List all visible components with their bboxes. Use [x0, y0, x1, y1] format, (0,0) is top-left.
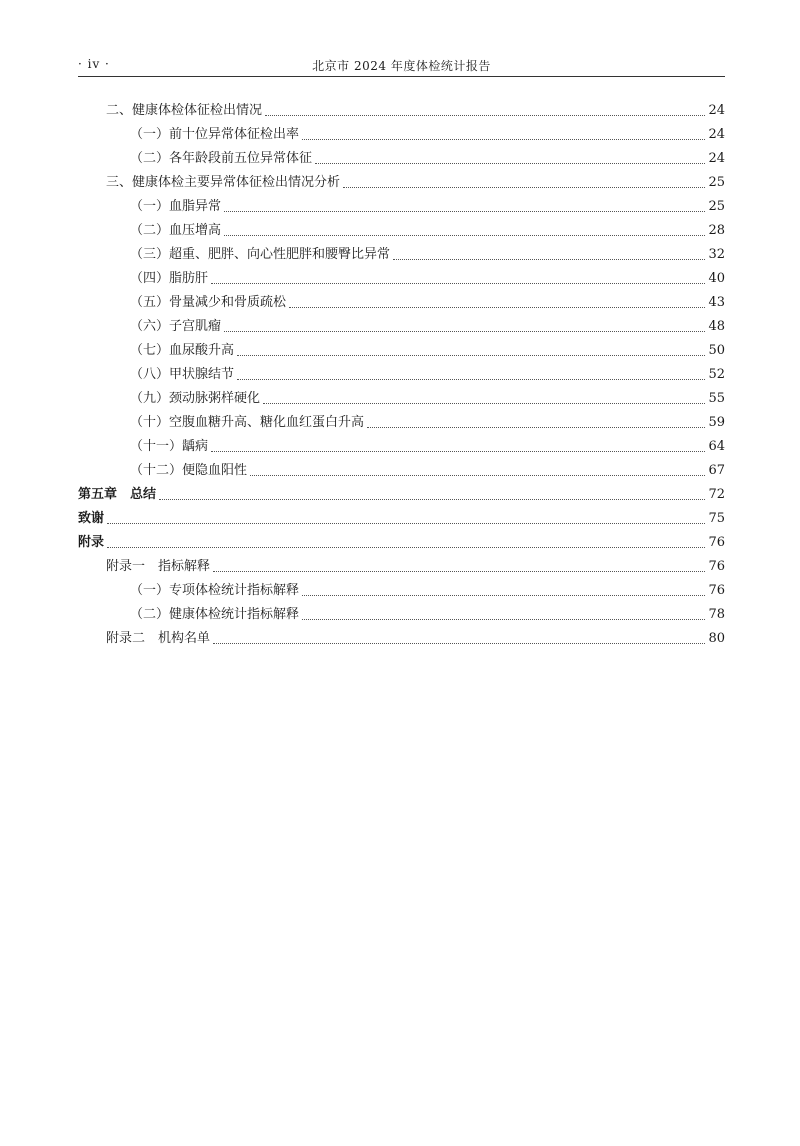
toc-entry[interactable] — [78, 409, 725, 433]
dot-leader — [302, 618, 705, 620]
toc-entry-page-number: 52 — [708, 367, 725, 382]
dot-leader — [289, 306, 705, 308]
toc-entry[interactable] — [78, 601, 725, 625]
toc-entry-label: 附录一 指标解释 — [106, 559, 211, 574]
dot-leader — [302, 138, 705, 140]
dot-leader — [343, 186, 705, 188]
dot-leader — [237, 354, 705, 356]
toc-entry[interactable] — [78, 265, 725, 289]
toc-entry-label: 附录 — [78, 535, 105, 550]
toc-entry[interactable] — [78, 217, 725, 241]
toc-entry-page-number: 78 — [708, 607, 725, 622]
dot-leader — [367, 426, 705, 428]
toc-entry-page-number: 28 — [708, 223, 725, 238]
running-header — [78, 52, 725, 77]
toc-entry[interactable] — [78, 553, 725, 577]
toc-entry-page-number: 25 — [708, 175, 725, 190]
toc-entry-label: （十一）龋病 — [130, 439, 209, 454]
toc-entry-label: 第五章 总结 — [78, 487, 157, 502]
dot-leader — [393, 258, 705, 260]
toc-entry[interactable] — [78, 337, 725, 361]
toc-entry-label: （六）子宫肌瘤 — [130, 319, 222, 334]
toc-entry-page-number: 67 — [708, 463, 725, 478]
toc-entry-page-number: 76 — [708, 559, 725, 574]
dot-leader — [237, 378, 705, 380]
toc-entry[interactable] — [78, 433, 725, 457]
toc-entry-label: （一）专项体检统计指标解释 — [130, 583, 300, 598]
dot-leader — [224, 234, 705, 236]
toc-entry-page-number: 72 — [708, 487, 725, 502]
toc-entry-label: （十）空腹血糖升高、糖化血红蛋白升高 — [130, 415, 365, 430]
toc-entry-page-number: 43 — [708, 295, 725, 310]
toc-entry-page-number: 40 — [708, 271, 725, 286]
dot-leader — [224, 330, 705, 332]
toc-entry-label: 致谢 — [78, 511, 105, 526]
toc-entry-label: （二）各年龄段前五位异常体征 — [130, 151, 313, 166]
toc-entry[interactable] — [78, 457, 725, 481]
toc-entry-page-number: 59 — [708, 415, 725, 430]
dot-leader — [107, 522, 705, 524]
toc-entry-label: 二、健康体检体征检出情况 — [106, 103, 263, 118]
toc-entry-label: （九）颈动脉粥样硬化 — [130, 391, 261, 406]
toc-entry-page-number: 24 — [708, 151, 725, 166]
toc-entry[interactable] — [78, 529, 725, 553]
toc-entry-page-number: 24 — [708, 127, 725, 142]
toc-entry-label: （五）骨量减少和骨质疏松 — [130, 295, 287, 310]
toc-entry[interactable] — [78, 193, 725, 217]
toc-entry-label: （一）血脂异常 — [130, 199, 222, 214]
toc-entry-page-number: 48 — [708, 319, 725, 334]
dot-leader — [302, 594, 705, 596]
toc-entry-label: （二）血压增高 — [130, 223, 222, 238]
toc-entry-page-number: 76 — [708, 535, 725, 550]
dot-leader — [211, 450, 705, 452]
toc-entry[interactable] — [78, 505, 725, 529]
toc-entry-page-number: 32 — [708, 247, 725, 262]
toc-entry-page-number: 24 — [708, 103, 725, 118]
dot-leader — [213, 570, 705, 572]
dot-leader — [213, 642, 705, 644]
table-of-contents — [78, 97, 725, 649]
toc-entry-label: （十二）便隐血阳性 — [130, 463, 248, 478]
dot-leader — [263, 402, 705, 404]
toc-entry[interactable] — [78, 361, 725, 385]
dot-leader — [159, 498, 705, 500]
page-number: · iv · — [78, 57, 110, 71]
toc-entry-page-number: 25 — [708, 199, 725, 214]
toc-entry[interactable] — [78, 145, 725, 169]
toc-entry-label: 三、健康体检主要异常体征检出情况分析 — [106, 175, 341, 190]
toc-entry[interactable] — [78, 121, 725, 145]
toc-entry-label: （一）前十位异常体征检出率 — [130, 127, 300, 142]
toc-entry-label: 附录二 机构名单 — [106, 631, 211, 646]
toc-entry[interactable] — [78, 625, 725, 649]
dot-leader — [250, 474, 705, 476]
toc-entry-label: （四）脂肪肝 — [130, 271, 209, 286]
dot-leader — [224, 210, 705, 212]
toc-entry-page-number: 50 — [708, 343, 725, 358]
toc-entry-label: （三）超重、肥胖、向心性肥胖和腰臀比异常 — [130, 247, 391, 262]
dot-leader — [315, 162, 705, 164]
toc-entry-page-number: 80 — [708, 631, 725, 646]
toc-entry[interactable] — [78, 169, 725, 193]
toc-entry-label: （二）健康体检统计指标解释 — [130, 607, 300, 622]
toc-entry-page-number: 55 — [708, 391, 725, 406]
toc-entry-page-number: 64 — [708, 439, 725, 454]
toc-entry-label: （七）血尿酸升高 — [130, 343, 235, 358]
toc-entry[interactable] — [78, 97, 725, 121]
dot-leader — [211, 282, 705, 284]
toc-entry-page-number: 75 — [708, 511, 725, 526]
toc-entry[interactable] — [78, 241, 725, 265]
toc-entry[interactable] — [78, 481, 725, 505]
running-title: 北京市 2024 年度体检统计报告 — [312, 59, 491, 73]
dot-leader — [107, 546, 705, 548]
toc-entry[interactable] — [78, 385, 725, 409]
toc-entry-label: （八）甲状腺结节 — [130, 367, 235, 382]
toc-entry[interactable] — [78, 289, 725, 313]
toc-entry-page-number: 76 — [708, 583, 725, 598]
toc-entry[interactable] — [78, 313, 725, 337]
dot-leader — [265, 114, 705, 116]
toc-entry[interactable] — [78, 577, 725, 601]
